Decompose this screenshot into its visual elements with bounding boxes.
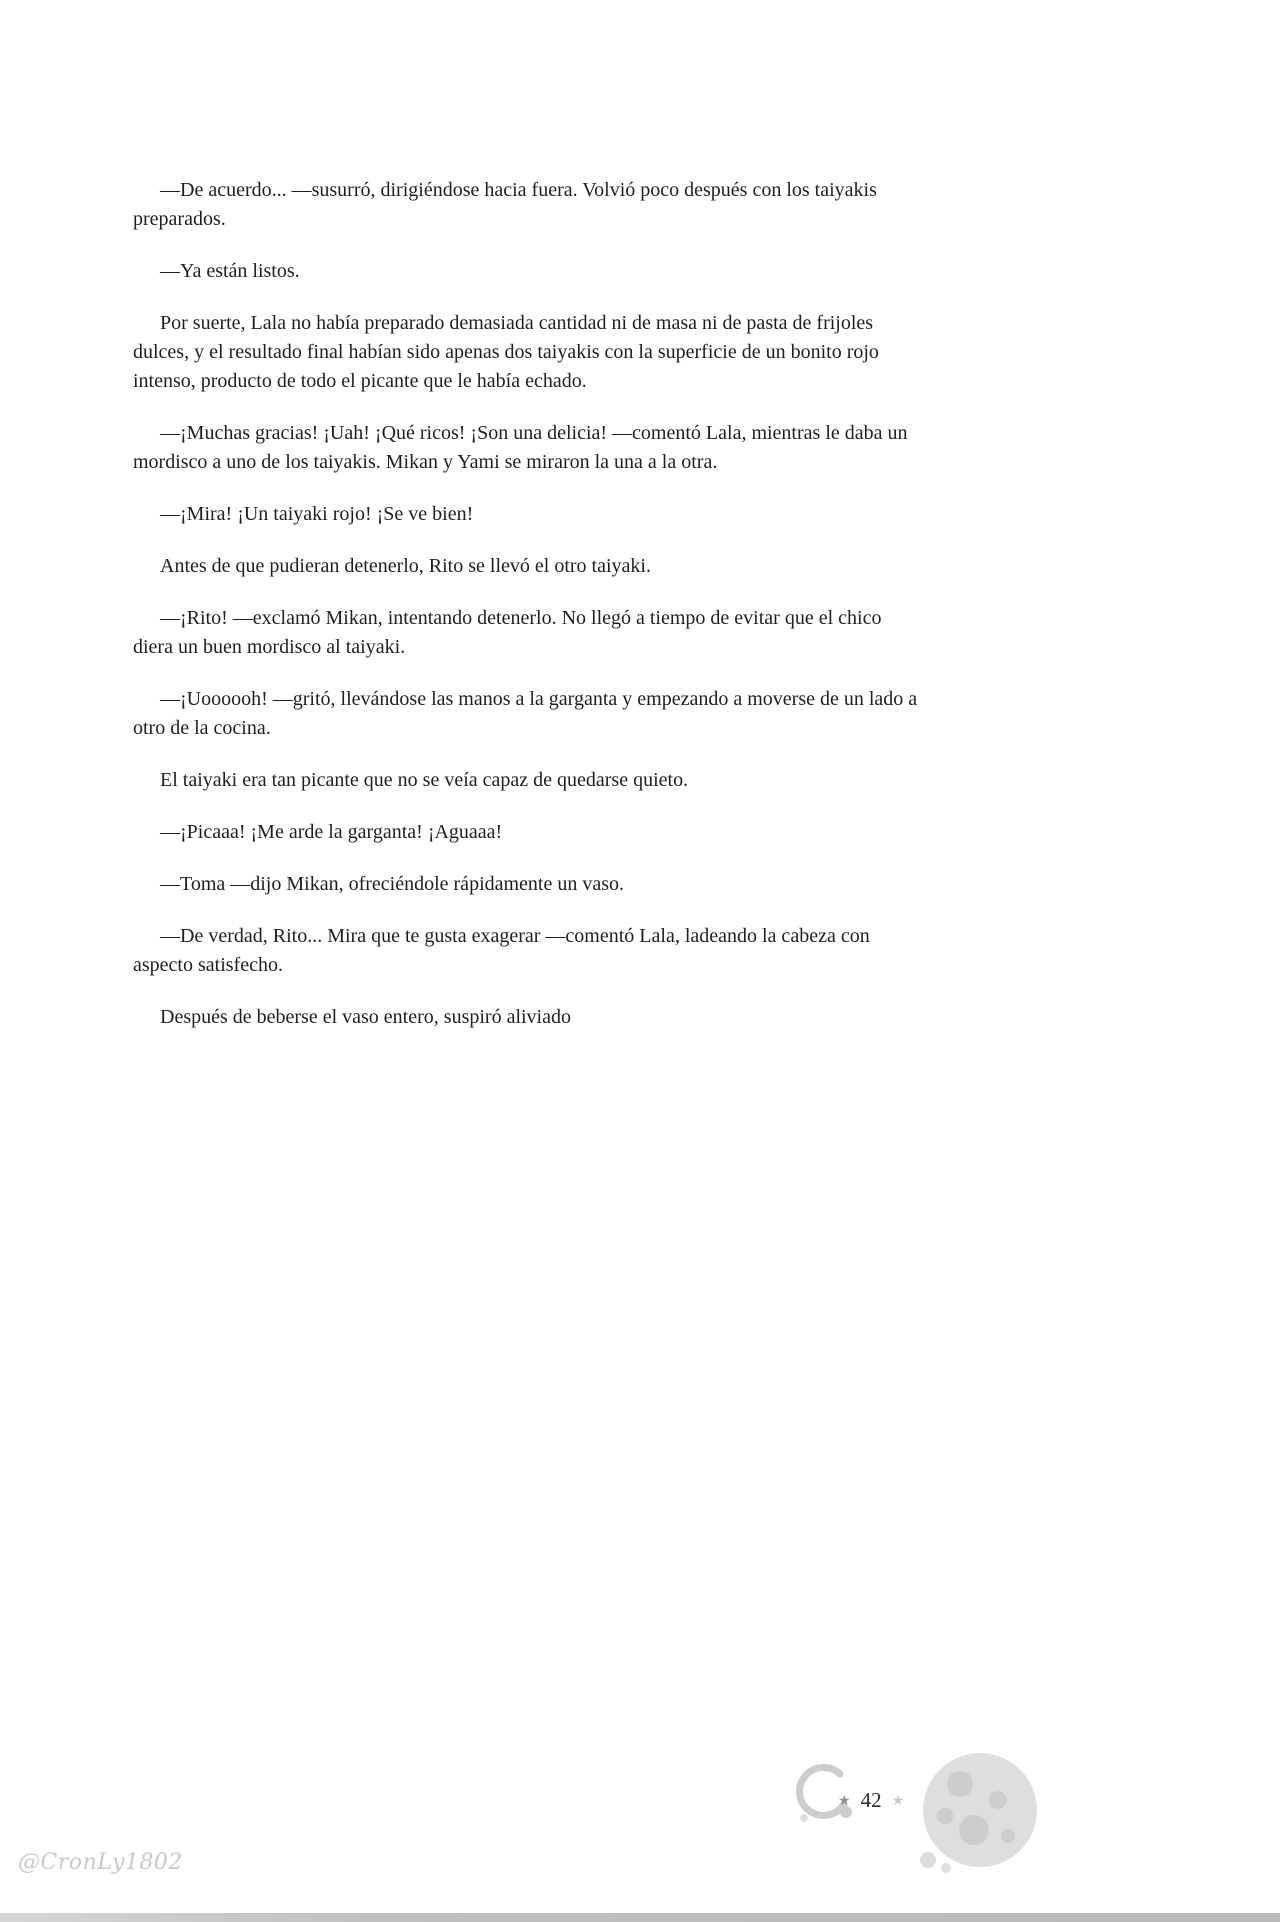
paragraph: —Toma —dijo Mikan, ofreciéndole rápidamente un vaso.: [160, 873, 625, 895]
paragraph: —De verdad, Rito... Mira que te gusta exagerar —comentó Lala, ladeando la cabeza con aspecto satisfecho.: [133, 925, 870, 976]
paragraph: —¡Muchas gracias! ¡Uah! ¡Qué ricos! ¡Son una delicia! —comentó Lala, mientras le daba un mordisco a uno de los taiyakis. Mikan y Yami se miraron la una a la otra.: [133, 422, 908, 473]
page-footer: [0, 1740, 1280, 1922]
page-text-column: [133, 176, 921, 1055]
paragraph: —¡Uoooooh! —gritó, llevándose las manos a la garganta y empezando a moverse de un lado a otro de la cocina.: [133, 688, 918, 739]
paragraph: —¡Picaaa! ¡Me arde la garganta! ¡Aguaaa!: [160, 821, 503, 843]
paragraph: —Ya están listos.: [160, 260, 300, 282]
paragraph: —De acuerdo... —susurró, dirigiéndose hacia fuera. Volvió poco después con los taiyakis preparados.: [133, 179, 877, 230]
star-icon: ★: [838, 1792, 851, 1809]
paragraph: El taiyaki era tan picante que no se veía capaz de quedarse quieto.: [160, 769, 689, 791]
paragraph: —¡Mira! ¡Un taiyaki rojo! ¡Se ve bien!: [160, 503, 474, 525]
paragraph: —¡Rito! —exclamó Mikan, intentando detenerlo. No llegó a tiempo de evitar que el chico diera un buen mordisco al taiyaki.: [133, 607, 882, 658]
paragraph: Antes de que pudieran detenerlo, Rito se llevó el otro taiyaki.: [160, 555, 651, 577]
watermark: @CronLy1802: [18, 1850, 183, 1875]
paragraph: Después de beberse el vaso entero, suspiró aliviado: [160, 1006, 571, 1028]
moon-icon: [912, 1748, 1044, 1880]
page-number: 42: [860, 1788, 882, 1812]
star-icon: ★: [891, 1792, 905, 1809]
page-number-group: [838, 1788, 904, 1813]
paragraph: Por suerte, Lala no había preparado demasiada cantidad ni de masa ni de pasta de frijoles dulces, y el resultado final habían sido apenas dos taiyakis con la superficie de un bonito rojo intenso, producto de todo el picante que le había echado.: [133, 312, 879, 392]
bottom-bar: [0, 1913, 1280, 1922]
